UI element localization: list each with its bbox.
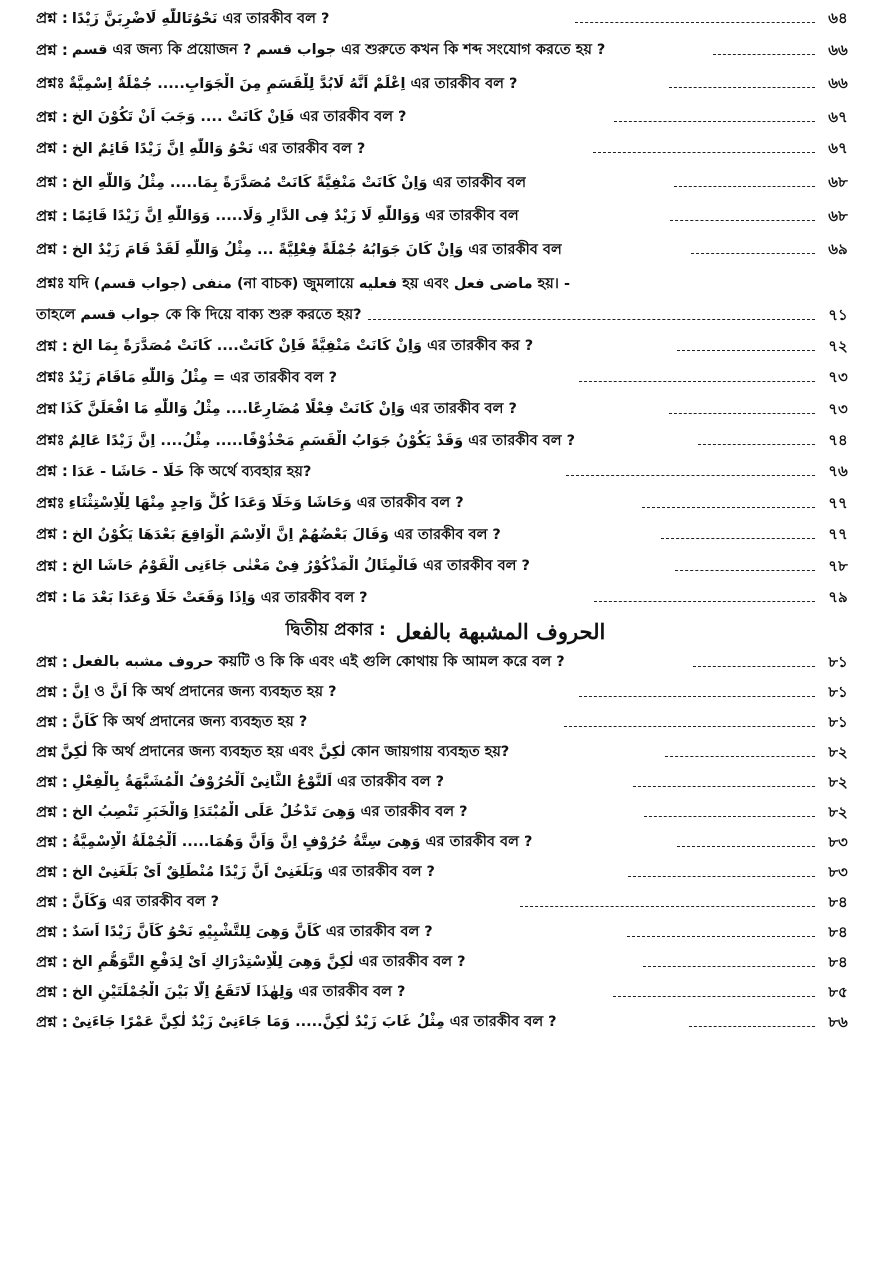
question-text: نَحْوُ وَاللّٰهِ اِنَّ زَيْدًا قَائِمٌ الخ এর তারকীব বল ? xyxy=(71,140,366,157)
leader-dots xyxy=(693,666,815,667)
leader-dots xyxy=(593,152,815,153)
multiline-first-line xyxy=(36,269,855,300)
question-label: প্রশ্ন : xyxy=(36,682,68,701)
question-text: وَبَلَغَنِىْ اَنَّ زَيْدًا مُنْطَلِقٌ اَىْ بَلَغَنِىْ الخ এর তারকীব বল ? xyxy=(71,864,435,881)
question-row xyxy=(36,395,855,426)
leader-dots xyxy=(520,906,815,907)
question-label: প্রশ্ন : xyxy=(36,107,68,126)
question-row xyxy=(36,798,855,828)
question-text: وَهِىَ سِتَّةُ حُرُوْفٍ اِنَّ وَاَنَّ وَهُمَا..... اَلْجُمْلَةُ الْاِسْمِيَّةُ এর তারকীব বল ? xyxy=(71,834,533,851)
question-row xyxy=(36,858,855,888)
page-number: ৮৪ xyxy=(828,892,848,911)
page-number: ৬৭ xyxy=(828,107,848,126)
section-heading xyxy=(36,614,855,648)
question-label: প্রশ্ন : xyxy=(36,588,68,607)
question-label: প্রশ্ন : xyxy=(36,462,68,481)
question-label: প্রশ্ন : xyxy=(36,862,68,881)
question-text: لٰكِنَّ কি অর্থ প্রদানের জন্য ব্যবহৃত হয় এবং لٰكِنَّ কোন জায়গায় ব্যবহৃত হয়? xyxy=(60,744,510,761)
question-row xyxy=(36,233,855,269)
question-label: প্রশ্ন : xyxy=(36,556,68,575)
question-text: كَاَنَّ وَهِىَ لِلتَّشْبِيْهِ نَحْوُ كَاَنَّ زَيْدًا اَسَدٌ এর তারকীব বল ? xyxy=(71,924,433,941)
question-list-c xyxy=(36,648,855,1038)
question-text: وَهِىَ تَدْخُلُ عَلَى الْمُبْتَدَاِ وَالْخَبَرِ تَنْصِبُ الخ এর তারকীব বল ? xyxy=(71,804,468,821)
leader-dots xyxy=(613,996,815,997)
question-text: وَاِنْ كَانَتْ فِعْلًا مُضَارِعًا.... مِثْلُ وَاللّٰهِ مَا افْعَلَنَّ كَذَا এর তারকীব বল ? xyxy=(60,401,517,418)
leader-dots xyxy=(579,381,815,382)
question-text: كَاَنَّ কি অর্থ প্রদানের জন্য ব্যবহৃত হয় ? xyxy=(71,714,308,731)
question-label: প্রশ্ন : xyxy=(36,525,68,544)
question-text: فَالْمِثَالُ الْمَذْكُوْرُ فِىْ مَعْنٰى جَاءَنِى الْقَوْمُ حَاشَا الخ এর তারকীব বল ? xyxy=(71,558,530,575)
leader-dots xyxy=(670,220,815,221)
question-label: প্রশ্নঃ xyxy=(36,431,65,450)
question-row xyxy=(36,363,855,394)
leader-dots xyxy=(628,876,815,877)
section-heading-bn: দ্বিতীয় প্রকার : xyxy=(285,620,386,641)
leader-dots xyxy=(566,475,815,476)
question-row xyxy=(36,828,855,858)
page-number: ৭৩ xyxy=(828,399,848,418)
leader-dots xyxy=(665,756,815,757)
page-number: ৭৪ xyxy=(828,431,848,450)
question-label: প্রশ্ন : xyxy=(36,922,68,941)
question-row xyxy=(36,978,855,1008)
question-label: প্রশ্নঃ xyxy=(36,493,65,512)
page-number: ৭৬ xyxy=(828,462,848,481)
question-label: প্রশ্ন : xyxy=(36,772,68,791)
leader-dots xyxy=(677,350,815,351)
question-text: اِعْلَمْ اَنَّهُ لَابُدَّ لِلْقَسَمِ مِنَ الْجَوَابِ..... جُمْلَةٌ اِسْمِيَّةٌ এর তারকীব বল ? xyxy=(68,75,518,92)
question-row xyxy=(36,35,855,66)
multiline-second-line xyxy=(36,300,855,331)
question-label: প্রশ্ন : xyxy=(36,9,68,28)
leader-dots xyxy=(661,538,815,539)
question-row xyxy=(36,103,855,134)
question-text-line2: তাহলে جواب قسم কে কি দিয়ে বাক্য শুরু করতে হয়? xyxy=(36,307,362,324)
question-row xyxy=(36,67,855,103)
question-label: প্রশ্ন : xyxy=(36,206,68,225)
leader-dots xyxy=(689,1026,815,1027)
leader-dots xyxy=(677,846,815,847)
question-row xyxy=(36,520,855,551)
leader-dots xyxy=(644,816,815,817)
question-label: প্রশ্ন : xyxy=(36,40,68,59)
question-row xyxy=(36,738,855,768)
page-number: ৭২ xyxy=(828,336,848,355)
leader-dots xyxy=(669,87,815,88)
question-label: প্রশ্নঃ xyxy=(36,274,65,293)
question-text: نَحْوُتَاللّٰهِ لَاضْرِبَنَّ زَيْدًا এর তারকীব বল ? xyxy=(71,10,330,27)
page-number: ৭৮ xyxy=(828,556,848,575)
question-label: প্রশ্ন : xyxy=(36,139,68,158)
question-row xyxy=(36,551,855,582)
page-number: ৮৪ xyxy=(828,952,848,971)
page-number: ৭১ xyxy=(828,305,848,324)
question-label: প্রশ্ন xyxy=(36,399,57,418)
question-label: প্রশ্ন : xyxy=(36,336,68,355)
question-text: حروف مشبه بالفعل কয়টি ও কি কি এবং এই গুলি কোথায় কি আমল করে বল ? xyxy=(71,654,565,671)
question-row xyxy=(36,888,855,918)
leader-dots xyxy=(564,726,815,727)
question-text: وَاِنْ كَانَ جَوَابُهُ جُمْلَةً فِعْلِيَّةً ... مِثْلُ وَاللّٰهِ لَقَدْ قَامَ زَيْدٌ الخ এর তারকীব বল xyxy=(71,241,562,258)
question-text: وَاِذَا وَقَعَتْ خَلَا وَعَدَا بَعْدَ مَا এর তারকীব বল ? xyxy=(71,589,368,606)
question-label: প্রশ্ন : xyxy=(36,982,68,1001)
leader-dots xyxy=(675,570,815,571)
question-row xyxy=(36,708,855,738)
leader-dots xyxy=(575,22,815,23)
question-label: প্রশ্নঃ xyxy=(36,368,65,387)
question-row xyxy=(36,134,855,165)
page-number: ৭৭ xyxy=(828,525,848,544)
question-row xyxy=(36,4,855,35)
page-number: ৮১ xyxy=(828,652,848,671)
question-row xyxy=(36,1008,855,1038)
page-number: ৮৩ xyxy=(828,862,848,881)
page-number: ৬৮ xyxy=(828,173,848,192)
leader-dots xyxy=(633,786,816,787)
question-row xyxy=(36,202,855,233)
question-label: প্রশ্ন : xyxy=(36,1012,68,1031)
leader-dots xyxy=(674,186,816,187)
leader-dots xyxy=(368,319,815,320)
question-row xyxy=(36,583,855,614)
page-number: ৬৬ xyxy=(828,40,848,59)
page-number: ৬৭ xyxy=(828,139,848,158)
question-label: প্রশ্ন : xyxy=(36,240,68,259)
question-label: প্রশ্ন : xyxy=(36,802,68,821)
leader-dots xyxy=(643,966,815,967)
leader-dots xyxy=(698,444,815,445)
question-list-b xyxy=(36,332,855,615)
page-number: ৮৫ xyxy=(828,982,848,1001)
question-row xyxy=(36,426,855,457)
question-label: প্রশ্ন : xyxy=(36,173,68,192)
question-list-a xyxy=(36,4,855,269)
leader-dots xyxy=(614,121,815,122)
question-label: প্রশ্ন : xyxy=(36,892,68,911)
question-text: لٰكِنَّ وَهِىَ لِلْاِسْتِدْرَاكِ اَىْ لِدَفْعِ التَّوَهُّمِ الخ এর তারকীব বল ? xyxy=(71,954,466,971)
question-text: وَوَاللّٰهِ لَا زَيْدٌ فِى الدَّارِ وَلَا..... وَوَاللّٰهِ اِنَّ زَيْدًا قَائِمًا এর তারকীব বল xyxy=(71,208,519,225)
question-text-line1: যদি (جواب قسم) منفى (না বাচক) জুমলায়ে فعليه হয় এবং ماضى فعل হয়। - xyxy=(68,275,571,292)
question-row xyxy=(36,166,855,202)
page-number: ৮৬ xyxy=(828,1012,848,1031)
question-label: প্রশ্ন : xyxy=(36,712,68,731)
question-text: وَحَاشَا وَخَلَا وَعَدَا كُلٌّ وَاحِدٍ مِنْهَا لِلْاِسْتِثْنَاءِ এর তারকীব বল ? xyxy=(68,495,464,512)
leader-dots xyxy=(594,601,815,602)
page-number: ৮৩ xyxy=(828,832,848,851)
question-text: قسم এর জন্য কি প্রয়োজন ? جواب قسم এর শুরুতে কখন কি শব্দ সংযোগ করতে হয় ? xyxy=(71,42,606,59)
question-text: اِنَّ ও اَنَّ কি অর্থ প্রদানের জন্য ব্যবহৃত হয় ? xyxy=(71,684,337,701)
question-label: প্রশ্ন xyxy=(36,742,57,761)
multiline-question xyxy=(36,269,855,332)
page-number: ৭৯ xyxy=(828,588,848,607)
leader-dots xyxy=(713,54,815,55)
question-row xyxy=(36,489,855,520)
question-text: خَلَا - حَاشَا - عَدَا কি অর্থে ব্যবহার হয়? xyxy=(71,463,312,480)
page-number: ৬৬ xyxy=(828,74,848,93)
leader-dots xyxy=(642,507,815,508)
question-text: وَاِنْ كَانَتْ مَنْفِيَّةً كَانَتْ مُصَدَّرَةً بِمَا..... مِثْلُ وَاللّٰهِ الخ এর তারকীব বল xyxy=(71,174,526,191)
page-number: ৭৩ xyxy=(828,368,848,387)
page-number: ৮২ xyxy=(828,742,848,761)
page-number: ৮৪ xyxy=(828,922,848,941)
question-row xyxy=(36,648,855,678)
leader-dots xyxy=(579,696,815,697)
question-row xyxy=(36,678,855,708)
question-text: وَلِهٰذَا لَاتَقَعُ اِلَّا بَيْنَ الْجُمْلَتَيْنِ الخ এর তারকীব বল ? xyxy=(71,984,406,1001)
question-label: প্রশ্নঃ xyxy=(36,74,65,93)
page-number: ৮১ xyxy=(828,712,848,731)
question-text: مِثْلُ وَاللّٰهِ مَاقَامَ زَيْدٌ = এর তারকীব বল ? xyxy=(68,369,338,386)
page-number: ৮২ xyxy=(828,772,848,791)
question-label: প্রশ্ন : xyxy=(36,832,68,851)
question-row xyxy=(36,918,855,948)
question-row xyxy=(36,948,855,978)
page-number: ৬৯ xyxy=(828,240,848,259)
page-number: ৬৪ xyxy=(828,9,848,28)
question-text: وَقَالَ بَعْضُهُمْ اِنَّ الْاِسْمَ الْوَاقِعَ بَعْدَهَا يَكُوْنُ الخ এর তারকীব বল ? xyxy=(71,526,501,543)
page-number: ৭৭ xyxy=(828,493,848,512)
page-number: ৬৮ xyxy=(828,206,848,225)
page-number: ৮১ xyxy=(828,682,848,701)
question-label: প্রশ্ন : xyxy=(36,652,68,671)
leader-dots xyxy=(691,253,815,254)
question-text: اَلنَّوْعُ الثَّانِىْ اَلْحُرُوْفُ الْمُشَبَّهَةُ بِالْفِعْلِ এর তারকীব বল ? xyxy=(71,774,445,791)
question-text: وَكَاَنَّ এর তারকীব বল ? xyxy=(71,894,220,911)
leader-dots xyxy=(627,936,815,937)
question-row xyxy=(36,332,855,363)
page-number: ৮২ xyxy=(828,802,848,821)
question-text: فَاِنْ كَانَتْ .... وَجَبَ اَنْ تَكُوْنَ الخ এর তারকীব বল ? xyxy=(71,109,407,126)
question-text: مِثْلُ غَابَ زَيْدٌ لٰكِنَّ..... وَمَا جَاءَنِىْ زَيْدٌ لٰكِنَّ عَمْرًا جَاءَنِىْ এর তারকীব বল ? xyxy=(71,1014,557,1031)
leader-dots xyxy=(669,413,815,414)
question-text: وَاِنْ كَانَتْ مَنْفِيَّةً فَاِنْ كَانَتْ.... كَانَتْ مُصَدَّرَةً بِمَا الخ এর তারকীব কর ? xyxy=(71,338,534,355)
question-text: وَقَدْ يَكُوْنُ جَوَابُ الْقَسَمِ مَحْذُوْفًا..... مِثْلُ.... اِنَّ زَيْدًا عَالِمٌ এর তারকীব বল ? xyxy=(68,432,576,449)
question-label: প্রশ্ন : xyxy=(36,952,68,971)
question-row xyxy=(36,768,855,798)
section-heading-ar: الحروف المشبهة بالفعل xyxy=(395,618,606,644)
question-row xyxy=(36,457,855,488)
